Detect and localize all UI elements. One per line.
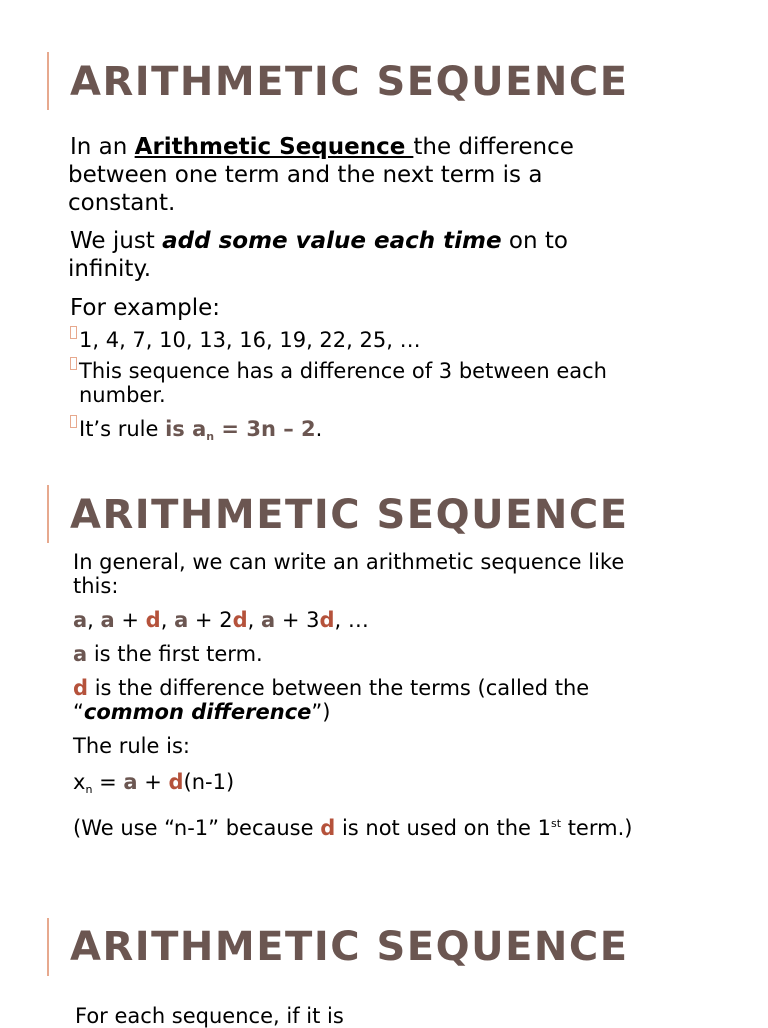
slide-1-title: ARITHMETIC SEQUENCE	[70, 59, 629, 105]
general-sequence: a, a + d, a + 2d, a + 3d, …	[73, 608, 369, 632]
bullet-icon	[70, 326, 77, 339]
list-item: 1, 4, 7, 10, 13, 16, 19, 22, 25, …	[70, 326, 710, 352]
term-arithmetic-sequence: Arithmetic Sequence	[134, 134, 414, 160]
title-accent-bar	[47, 485, 49, 543]
slide-3-partial-text: For each sequence, if it is	[75, 1004, 344, 1028]
title-accent-bar	[47, 918, 49, 976]
slide-2-title: ARITHMETIC SEQUENCE	[70, 492, 629, 538]
rule-note: (We use “n-1” because d is not used on the 1st term.)	[73, 816, 633, 840]
slide-3-title: ARITHMETIC SEQUENCE	[70, 924, 629, 970]
slide-1-intro: In an Arithmetic Sequence the difference between one term and the next term is a constant.	[68, 134, 574, 216]
title-accent-bar	[47, 52, 49, 110]
first-term-line: a is the first term.	[73, 642, 263, 666]
example-bullets: 1, 4, 7, 10, 13, 16, 19, 22, 25, … This sequence has a difference of 3 between each number. It’s rule is $a_n = 3n - 2$.	[70, 326, 710, 449]
bullet-icon	[70, 415, 77, 428]
example-label: For example:	[70, 295, 220, 321]
rule-formula: $x_n = a + d(n-1)$	[73, 770, 235, 796]
list-item: It’s rule is $a_n = 3n - 2$.	[70, 415, 710, 449]
difference-line: d is the difference between the terms (called the	[73, 676, 590, 700]
slide-1-add-paragraph: We just add some value each time on to infinity.	[68, 228, 568, 282]
slide-2-body: In general, we can write an arithmetic sequence like this: a, a + d, a + 2d, a + 3d, … a is the first term. d is the difference between the terms (called the “common difference”) The rule is: $x_n = a + d(n-1)$ (We use “n-1” because d is not used on the 1st term.)	[73, 550, 713, 840]
list-item: This sequence has a difference of 3 between each	[70, 357, 710, 383]
bullet-icon	[70, 357, 77, 370]
rule-label: The rule is:	[73, 734, 190, 758]
